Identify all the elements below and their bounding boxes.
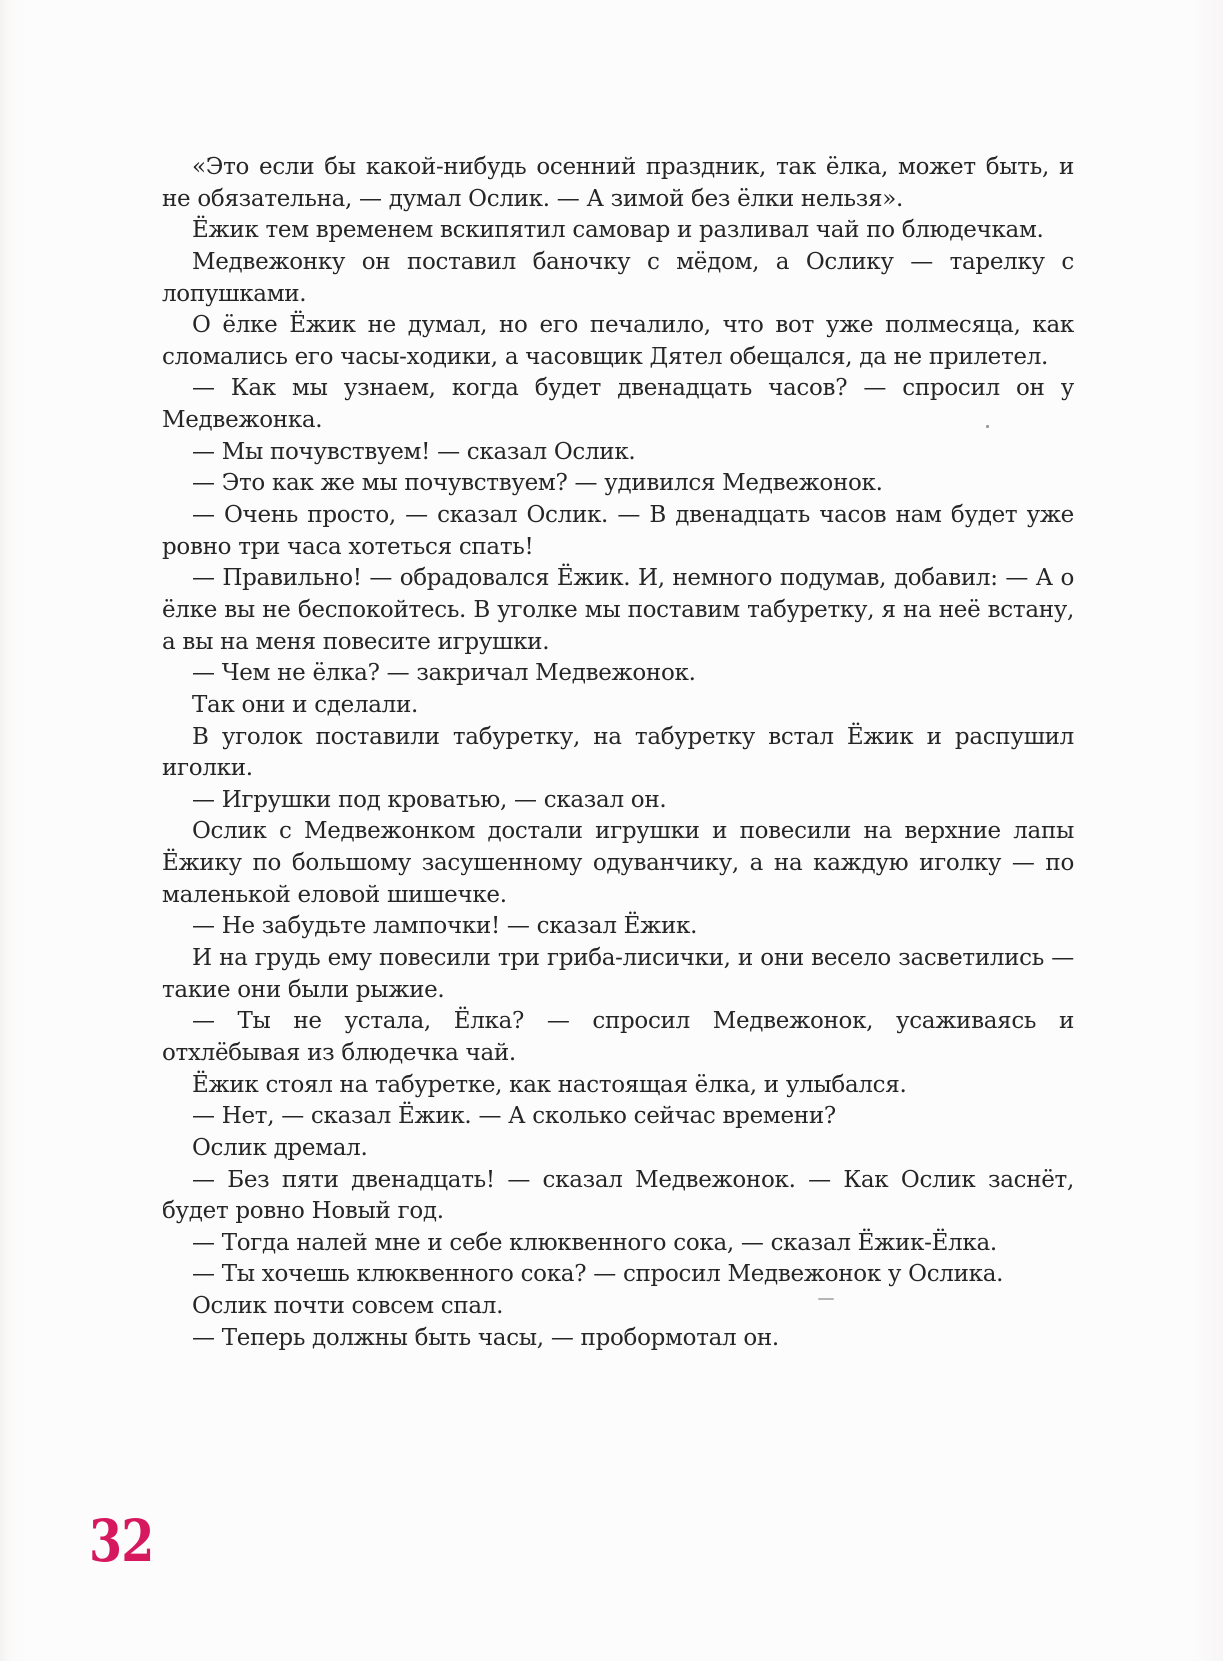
paragraph: — Мы почувствуем! — сказал Ослик. [192,438,636,465]
paragraph: И на грудь ему повесили три гриба-лисички, и они весело засветились — такие они были рыжие. [162,945,1074,1003]
paragraph: — Без пяти двенадцать! — сказал Медвежонок. — Как Ослик заснёт, будет ровно Новый год. [162,1166,1074,1225]
paragraph: «Это если бы какой-нибудь осенний праздник, так ёлка, может быть, и не обязательна, — думал Ослик. — А зимой без ёлки нельзя». [162,154,1074,212]
paragraph: — Теперь должны быть часы, — пробормотал он. [192,1324,779,1351]
paper-speck [986,425,989,428]
paragraph: Ослик с Медвежонком достали игрушки и повесили на верхние лапы Ёжику по большому засушенному одуванчику, а на каждую иголку — по маленькой еловой шишечке. [162,818,1074,908]
story-text [162,152,1074,1354]
paragraph: Медвежонку он поставил баночку с мёдом, а Ослику — тарелку с лопушками. [162,248,1074,307]
paragraph: — Ты хочешь клюквенного сока? — спросил Медвежонок у Ослика. [192,1261,1004,1288]
paragraph: — Не забудьте лампочки! — сказал Ёжик. [192,913,698,940]
paragraph: Ёжик стоял на табуретке, как настоящая ёлка, и улыбался. [192,1071,907,1098]
paragraph: — Нет, — сказал Ёжик. — А сколько сейчас времени? [192,1103,836,1130]
paragraph: Ослик дремал. [192,1134,368,1161]
paragraph: — Чем не ёлка? — закричал Медвежонок. [192,660,696,687]
paragraph: — Как мы узнаем, когда будет двенадцать часов? — спросил он у Медвежонка. [162,375,1074,434]
paragraph: — Правильно! — обрадовался Ёжик. И, немного подумав, добавил: — А о ёлке вы не беспокойтесь. В уголке мы поставим табуретку, я на неё встану, а вы на меня повесите игрушки. [162,565,1074,655]
paragraph: — Очень просто, — сказал Ослик. — В двенадцать часов нам будет уже ровно три часа хотеться спать! [162,502,1074,560]
paragraph: — Игрушки под кроватью, — сказал он. [192,786,667,813]
paragraph: Так они и сделали. [192,691,419,718]
paragraph: Ослик почти совсем спал. [192,1293,504,1320]
paragraph: О ёлке Ёжик не думал, но его печалило, что вот уже полмесяца, как сломались его часы-ходики, а часовщик Дятел обещался, да не прилетел. [162,312,1074,370]
paragraph: — Это как же мы почувствуем? — удивился Медвежонок. [192,470,883,497]
page-number: 32 [89,1507,154,1575]
paper-speck [818,1298,834,1300]
paragraph: — Ты не устала, Ёлка? — спросил Медвежонок, усаживаясь и отхлёбывая из блюдечка чай. [162,1008,1074,1066]
paragraph: Ёжик тем временем вскипятил самовар и разливал чай по блюдечкам. [192,217,1044,244]
paragraph: — Тогда налей мне и себе клюквенного сока, — сказал Ёжик-Ёлка. [192,1229,997,1256]
paragraph: В уголок поставили табуретку, на табуретку встал Ёжик и распушил иголки. [162,723,1074,782]
